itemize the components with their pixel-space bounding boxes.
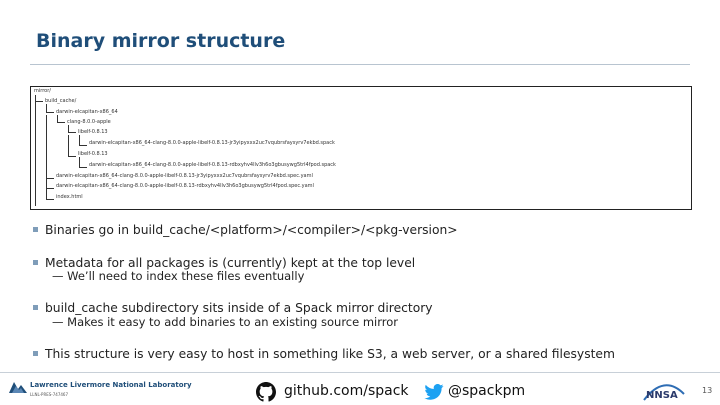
tree-spack-file: darwin-elcapitan-x86_64-clang-8.0.0-apple-libelf-0.8.13-rdbxyhv4llv3h6o3gbusywg5trl4fpod.spack [89,162,336,168]
page-number: 13 [702,386,713,395]
tree-root: mirror/ [34,88,51,94]
bullet-text: Metadata for all packages is (currently) kept at the top level [45,256,416,270]
bullet-square [33,305,38,310]
sub-bullet: — We’ll need to index these files eventually [52,269,305,283]
bullet-item [33,223,458,237]
lab-number: LLNL-PRES-747467 [30,392,69,397]
bullet-item [33,301,433,315]
github-icon [256,382,276,402]
bullet-item [33,256,415,270]
tree-branch [57,115,65,123]
bullet-square [33,260,38,265]
tree-branch [68,125,76,133]
directory-tree [30,86,692,210]
tree-branch [79,157,87,168]
tree-branch [35,101,43,206]
llnl-logo-icon [8,380,28,394]
tree-branch [46,104,54,113]
tree-pkg-dir: libelf-0.8.13 [78,151,108,157]
tree-branch [46,188,54,200]
bullet-item [33,347,615,361]
twitter-icon [424,384,444,400]
slide-title: Binary mirror structure [36,30,286,52]
lab-name: Lawrence Livermore National Laboratory [30,381,192,389]
bullet-text: Binaries go in build_cache/<platform>/<compiler>/<pkg-version> [45,223,458,237]
tree-index-file: index.html [56,194,83,200]
twitter-handle: @spackpm [448,383,526,399]
tree-branch [68,135,76,157]
bullet-square [33,351,38,356]
tree-compiler-dir: clang-8.0.0-apple [67,119,111,125]
bullet-text: build_cache subdirectory sits inside of a Spack mirror directory [45,301,433,315]
footer-divider [0,372,720,373]
twitter-link[interactable] [424,382,534,402]
tree-branch [46,115,54,179]
sub-bullet: — Makes it easy to add binaries to an existing source mirror [52,315,399,329]
tree-pkg-dir: libelf-0.8.13 [78,129,108,135]
nnsa-label: NNSA [646,390,678,401]
tree-spec-yaml: darwin-elcapitan-x86_64-clang-8.0.0-apple-libelf-0.8.13-rdbxyhv4llv3h6o3gbusywg5trl4fpod.spec.yaml [56,183,314,189]
tree-cache-dir: build_cache/ [45,98,77,104]
tree-platform-dir: darwin-elcapitan-x86_64 [56,109,118,115]
tree-spec-yaml: darwin-elcapitan-x86_64-clang-8.0.0-apple-libelf-0.8.13-jr3yipyxxx2uc7vqubrsfaysyrv7ekbd.spec.yaml [56,173,313,179]
tree-branch [79,135,87,146]
llnl-branding [8,378,192,400]
nnsa-logo-icon [642,380,686,402]
github-link[interactable] [256,382,409,402]
bullet-text: This structure is very easy to host in something like S3, a web server, or a shared filesystem [45,347,615,361]
bullet-square [33,227,38,232]
tree-spack-file: darwin-elcapitan-x86_64-clang-8.0.0-apple-libelf-0.8.13-jr3yipyxxx2uc7vqubrsfaysyrv7ekbd.spack [89,140,335,146]
title-divider [30,64,690,65]
github-url: github.com/spack [284,383,409,399]
